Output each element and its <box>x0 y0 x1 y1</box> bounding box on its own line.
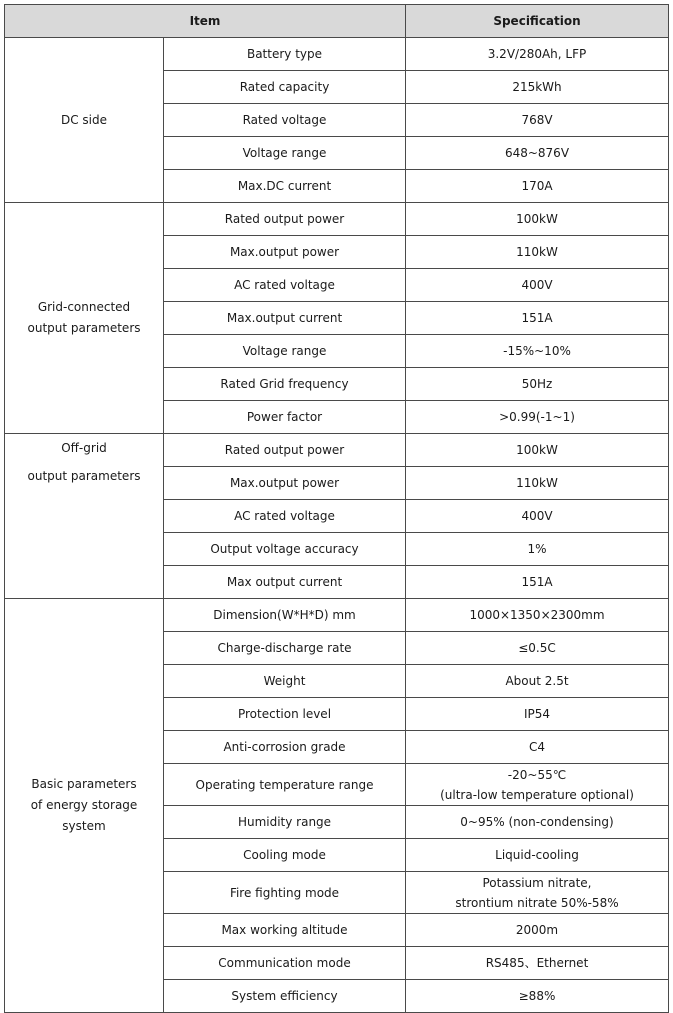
value-cell: >0.99(-1~1) <box>406 401 669 434</box>
param-cell: Max.output power <box>164 467 406 500</box>
param-cell: Rated voltage <box>164 104 406 137</box>
param-cell: Weight <box>164 665 406 698</box>
group-title-line: Grid-connected <box>37 300 131 314</box>
value-cell: 170A <box>406 170 669 203</box>
group-title-line: output parameters <box>27 469 141 483</box>
group-title-line: Basic parameters <box>31 777 137 791</box>
value-cell: C4 <box>406 731 669 764</box>
param-cell: System efficiency <box>164 980 406 1013</box>
param-cell: Voltage range <box>164 335 406 368</box>
value-cell: 0~95% (non-condensing) <box>406 806 669 839</box>
param-cell: Dimension(W*H*D) mm <box>164 599 406 632</box>
value-cell: 1000×1350×2300mm <box>406 599 669 632</box>
value-cell: 2000m <box>406 914 669 947</box>
value-cell: 151A <box>406 566 669 599</box>
group-off-grid <box>5 434 164 599</box>
value-cell: RS485、Ethernet <box>406 947 669 980</box>
group-title-line: of energy storage <box>30 798 138 812</box>
value-cell: 215kWh <box>406 71 669 104</box>
value-line: strontium nitrate 50%-58% <box>455 895 619 910</box>
header-row <box>5 5 669 38</box>
table-row <box>5 203 669 236</box>
value-cell: ≤0.5C <box>406 632 669 665</box>
value-cell: 768V <box>406 104 669 137</box>
param-cell: AC rated voltage <box>164 500 406 533</box>
param-cell: Communication mode <box>164 947 406 980</box>
value-cell: Liquid-cooling <box>406 839 669 872</box>
table-row <box>5 599 669 632</box>
group-title: DC side <box>60 112 108 127</box>
value-cell: ≥88% <box>406 980 669 1013</box>
value-cell <box>406 872 669 914</box>
spec-table-container <box>4 4 668 1013</box>
param-cell: Rated output power <box>164 203 406 236</box>
value-cell: 3.2V/280Ah, LFP <box>406 38 669 71</box>
value-cell: IP54 <box>406 698 669 731</box>
param-cell: AC rated voltage <box>164 269 406 302</box>
param-cell: Rated Grid frequency <box>164 368 406 401</box>
value-cell <box>406 764 669 806</box>
value-line: -20~55℃ <box>507 767 567 782</box>
param-cell: Cooling mode <box>164 839 406 872</box>
header-specification: Specification <box>406 5 669 38</box>
value-cell: 400V <box>406 269 669 302</box>
param-cell: Charge-discharge rate <box>164 632 406 665</box>
group-grid-connected <box>5 203 164 434</box>
value-cell: 151A <box>406 302 669 335</box>
group-title-line: output parameters <box>27 321 141 335</box>
value-cell: 50Hz <box>406 368 669 401</box>
value-cell: 648~876V <box>406 137 669 170</box>
param-cell: Max.output current <box>164 302 406 335</box>
value-line: (ultra-low temperature optional) <box>440 787 634 802</box>
param-cell: Max working altitude <box>164 914 406 947</box>
group-dc-side <box>5 38 164 203</box>
table-row <box>5 434 669 467</box>
value-cell: About 2.5t <box>406 665 669 698</box>
param-cell: Voltage range <box>164 137 406 170</box>
group-title-line: Off-grid <box>61 441 107 455</box>
param-cell: Max output current <box>164 566 406 599</box>
param-cell: Rated capacity <box>164 71 406 104</box>
table-row <box>5 38 669 71</box>
param-cell: Protection level <box>164 698 406 731</box>
value-cell: 100kW <box>406 203 669 236</box>
param-cell: Max.DC current <box>164 170 406 203</box>
header-item: Item <box>5 5 406 38</box>
value-cell: 400V <box>406 500 669 533</box>
value-cell: 100kW <box>406 434 669 467</box>
value-cell: 110kW <box>406 467 669 500</box>
value-cell: 110kW <box>406 236 669 269</box>
value-line: Potassium nitrate, <box>482 875 592 890</box>
param-cell: Anti-corrosion grade <box>164 731 406 764</box>
group-basic-parameters <box>5 599 164 1013</box>
group-title-line: system <box>62 819 106 833</box>
param-cell: Operating temperature range <box>164 764 406 806</box>
param-cell: Max.output power <box>164 236 406 269</box>
param-cell: Rated output power <box>164 434 406 467</box>
param-cell: Humidity range <box>164 806 406 839</box>
param-cell: Battery type <box>164 38 406 71</box>
param-cell: Output voltage accuracy <box>164 533 406 566</box>
param-cell: Fire fighting mode <box>164 872 406 914</box>
value-cell: -15%~10% <box>406 335 669 368</box>
value-cell: 1% <box>406 533 669 566</box>
param-cell: Power factor <box>164 401 406 434</box>
spec-table <box>4 4 669 1013</box>
